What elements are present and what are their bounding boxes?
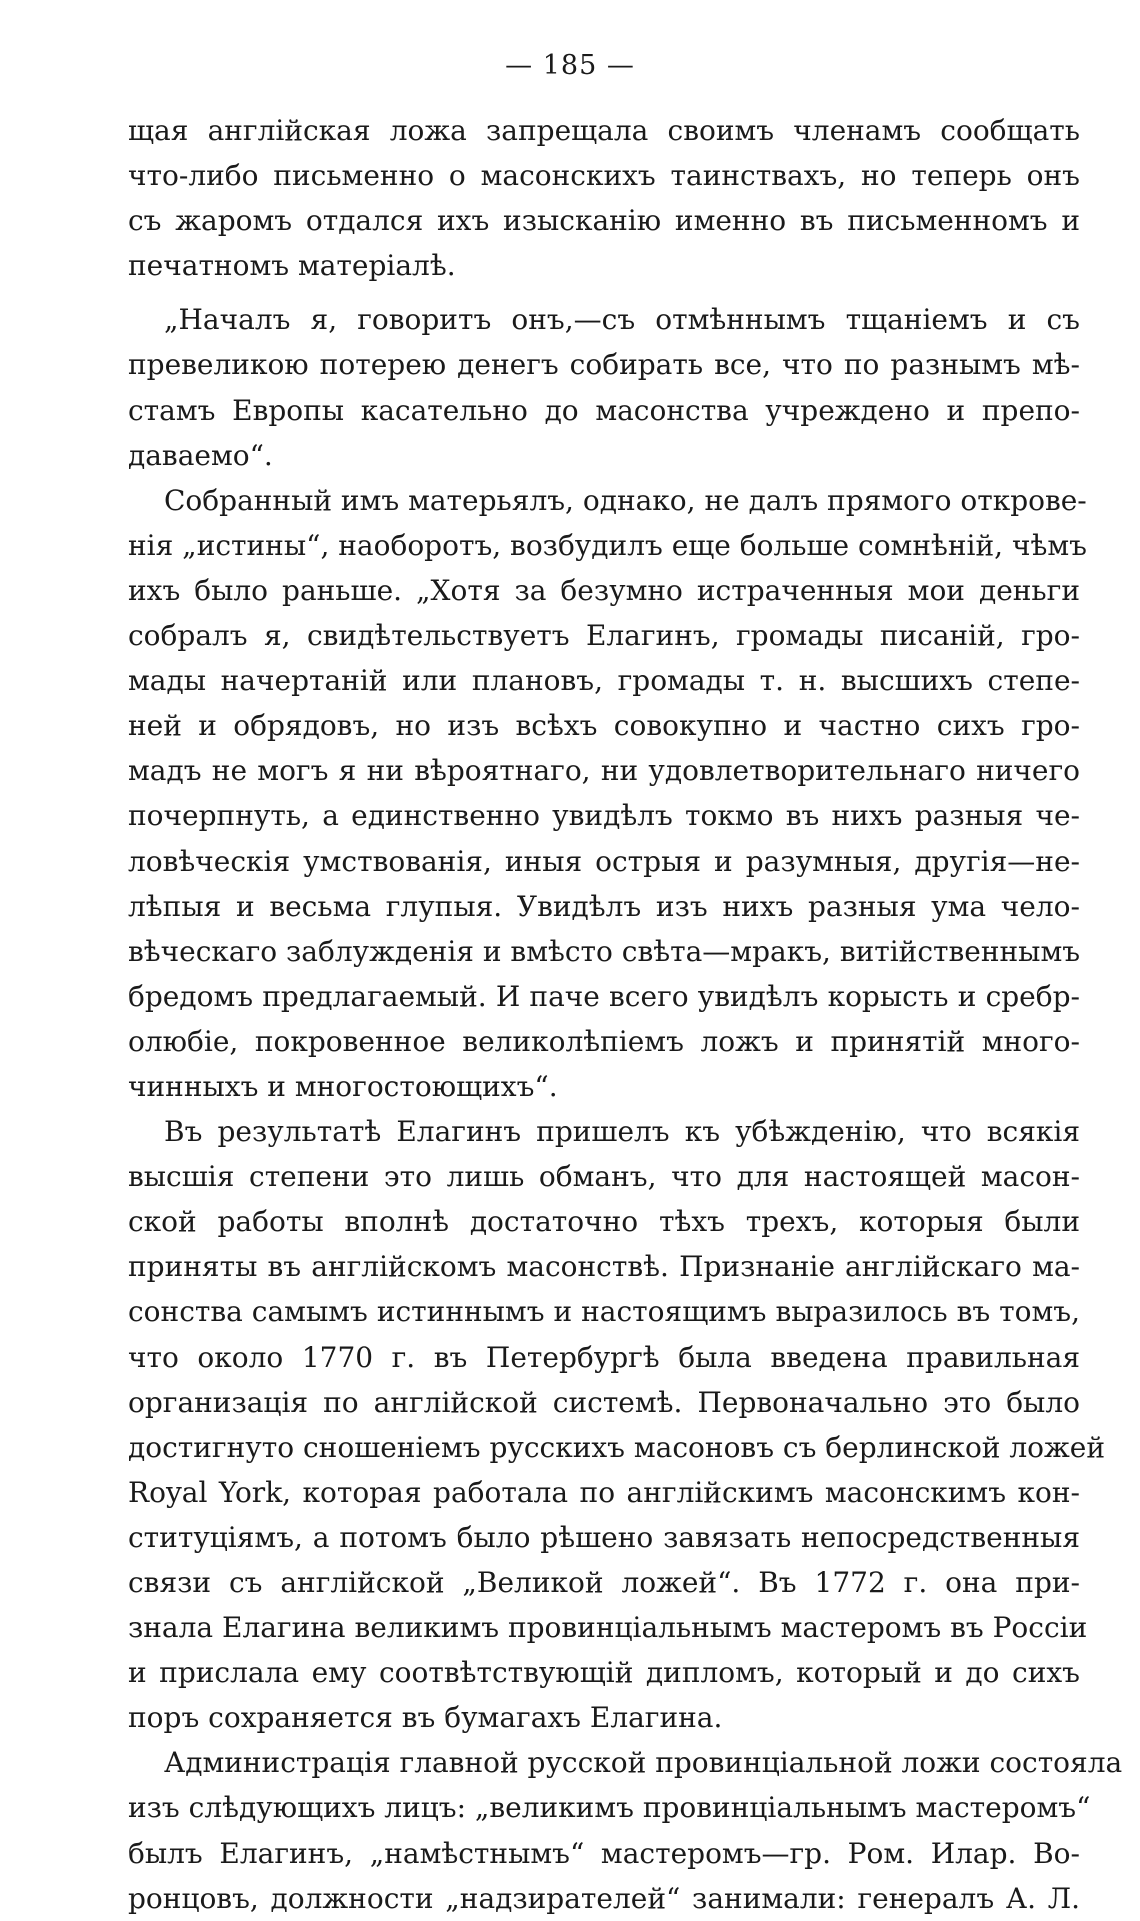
text-line: связи съ англійской „Великой ложей“. Въ 1772 г. она при- xyxy=(128,1566,1080,1599)
text-line: мады начертаній или плановъ, громады т. н. высшихъ степе- xyxy=(128,664,1080,698)
text-line: Администрація главной русской провинціальной ложи состояла xyxy=(164,1746,1123,1780)
text-line: почерпнуть, а единственно увидѣлъ токмо въ нихъ разныя че- xyxy=(128,799,1080,833)
text-line: Royal York, которая работала по англійскимъ масонскимъ кон- xyxy=(128,1475,1080,1509)
text-line: лѣпыя и весьма глупыя. Увидѣлъ изъ нихъ разныя ума чело- xyxy=(128,889,1080,923)
text-line: чинныхъ и многостоющихъ“. xyxy=(128,1069,558,1103)
text-line: превеликою потерею денегъ собирать все, что по разнымъ мѣ- xyxy=(128,348,1080,382)
body-text xyxy=(128,108,1123,1921)
text-line: высшія степени это лишь обманъ, что для настоящей масон- xyxy=(128,1160,1080,1194)
text-line: сонства самымъ истиннымъ и настоящимъ выразилось въ томъ, xyxy=(128,1295,1080,1329)
text-line: знала Елагина великимъ провинціальнымъ мастеромъ въ Россіи xyxy=(128,1611,1088,1645)
paragraph-1 xyxy=(128,108,1080,288)
text-line: что-либо письменно о масонскихъ таинствахъ, но теперь онъ xyxy=(128,159,1080,193)
text-line: ловѣческія умствованія, иныя острыя и разумныя, другія—не- xyxy=(128,844,1080,878)
text-line: „Началъ я, говоритъ онъ,—съ отмѣннымъ тщаніемъ и съ xyxy=(164,303,1080,337)
text-line: ней и обрядовъ, но изъ всѣхъ совокупно и частно сихъ гро- xyxy=(128,709,1080,743)
text-line: изъ слѣдующихъ лицъ: „великимъ провинціальнымъ мастеромъ“ xyxy=(128,1791,1091,1825)
page-number: — 185 — xyxy=(505,50,635,81)
text-line: мадъ не могъ я ни вѣроятнаго, ни удовлетворительнаго ничего xyxy=(128,754,1080,788)
text-line: печатномъ матеріалѣ. xyxy=(128,249,456,283)
text-line: поръ сохраняется въ бумагахъ Елагина. xyxy=(128,1701,723,1735)
text-line: съ жаромъ отдался ихъ изысканію именно въ письменномъ и xyxy=(128,204,1080,238)
text-line: достигнуто сношеніемъ русскихъ масоновъ съ берлинской ложей xyxy=(128,1430,1106,1464)
text-line: и прислала ему соотвѣтствующій дипломъ, который и до сихъ xyxy=(128,1656,1080,1690)
text-line: вѣческаго заблужденія и вмѣсто свѣта—мракъ, витійственнымъ xyxy=(128,934,1081,968)
text-line: щая англійская ложа запрещала своимъ членамъ сообщать xyxy=(128,114,1080,147)
paragraph-2 xyxy=(128,297,1080,477)
text-line: былъ Елагинъ, „намѣстнымъ“ мастеромъ—гр. Ром. Илар. Во- xyxy=(128,1836,1080,1870)
text-line: Собранный имъ матерьялъ, однако, не далъ прямого открове- xyxy=(164,483,1087,517)
text-line: организація по англійской системѣ. Первоначально это было xyxy=(128,1385,1080,1419)
text-line: собралъ я, свидѣтельствуетъ Елагинъ, громады писаній, гро- xyxy=(128,619,1080,653)
paragraph-5 xyxy=(128,1740,1123,1920)
text-line: что около 1770 г. въ Петербургѣ была введена правильная xyxy=(128,1340,1080,1374)
text-line: нія „истины“, наоборотъ, возбудилъ еще больше сомнѣній, чѣмъ xyxy=(128,528,1087,562)
text-line: приняты въ англійскомъ масонствѣ. Признаніе англійскаго ма- xyxy=(128,1250,1080,1284)
text-line: бредомъ предлагаемый. И паче всего увидѣлъ корысть и сребр- xyxy=(128,979,1080,1013)
paragraph-4 xyxy=(128,1109,1106,1740)
paragraph-3 xyxy=(128,478,1087,1109)
text-line: стамъ Европы касательно до масонства учреждено и препо- xyxy=(128,393,1080,427)
text-line: ихъ было раньше. „Хотя за безумно истраченныя мои деньги xyxy=(128,573,1080,607)
text-line: ронцовъ, должности „надзирателей“ занимали: генералъ А. Л. xyxy=(128,1881,1080,1915)
text-line: Въ результатѣ Елагинъ пришелъ къ убѣжденію, что всякія xyxy=(164,1115,1080,1149)
text-line: ституціямъ, а потомъ было рѣшено завязать непосредственныя xyxy=(128,1520,1080,1554)
text-line: ской работы вполнѣ достаточно тѣхъ трехъ, которыя были xyxy=(128,1205,1080,1239)
text-line: олюбіе, покровенное великолѣпіемъ ложъ и принятій много- xyxy=(128,1024,1080,1058)
text-line: даваемо“. xyxy=(128,438,273,472)
